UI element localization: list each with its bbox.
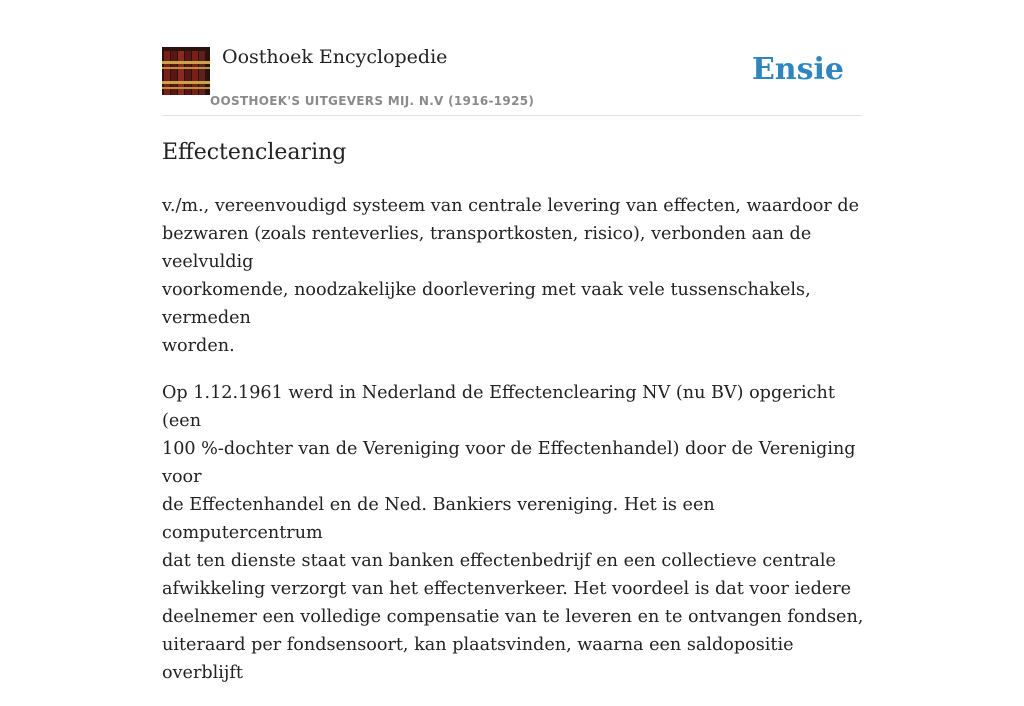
article-body	[162, 192, 872, 706]
paragraph-line: bezwaren (zoals renteverlies, transportkosten, risico), verbonden aan de veelvuldig	[162, 224, 812, 272]
paragraph-line: worden.	[162, 336, 235, 356]
source-header	[162, 44, 862, 116]
books-icon	[162, 47, 210, 95]
source-subtitle: OOSTHOEK'S UITGEVERS MIJ. N.V (1916-1925)	[210, 94, 535, 108]
paragraph-line: dat ten dienste staat van banken effectenbedrijf en een collectieve centrale	[162, 551, 836, 571]
ensie-logo[interactable]: Ensie	[751, 52, 844, 87]
paragraph-line: de Effectenhandel en de Ned. Bankiers vereniging. Het is een computercentrum	[162, 495, 715, 543]
paragraph-line: uiteraard per fondsensoort, kan plaatsvinden, waarna een saldopositie overblijft	[162, 635, 794, 683]
paragraph-line: deelnemer een volledige compensatie van te leveren en te ontvangen fondsen,	[162, 607, 864, 627]
article-title: Effectenclearing	[162, 140, 347, 165]
paragraph-line: voorkomende, noodzakelijke doorlevering met vaak vele tussenschakels, vermeden	[162, 280, 811, 328]
paragraph-line: v./m., vereenvoudigd systeem van centrale levering van effecten, waardoor de	[162, 196, 860, 216]
article-paragraph-1	[162, 192, 872, 360]
paragraph-line: 100 %-dochter van de Vereniging voor de Effectenhandel) door de Vereniging voor	[162, 439, 856, 487]
article-paragraph-2	[162, 379, 872, 687]
paragraph-line: Op 1.12.1961 werd in Nederland de Effectenclearing NV (nu BV) opgericht (een	[162, 383, 835, 431]
source-name[interactable]: Oosthoek Encyclopedie	[222, 46, 448, 68]
encyclopedia-books-avatar[interactable]	[162, 47, 210, 95]
paragraph-line: afwikkeling verzorgt van het effectenverkeer. Het voordeel is dat voor iedere	[162, 579, 852, 599]
